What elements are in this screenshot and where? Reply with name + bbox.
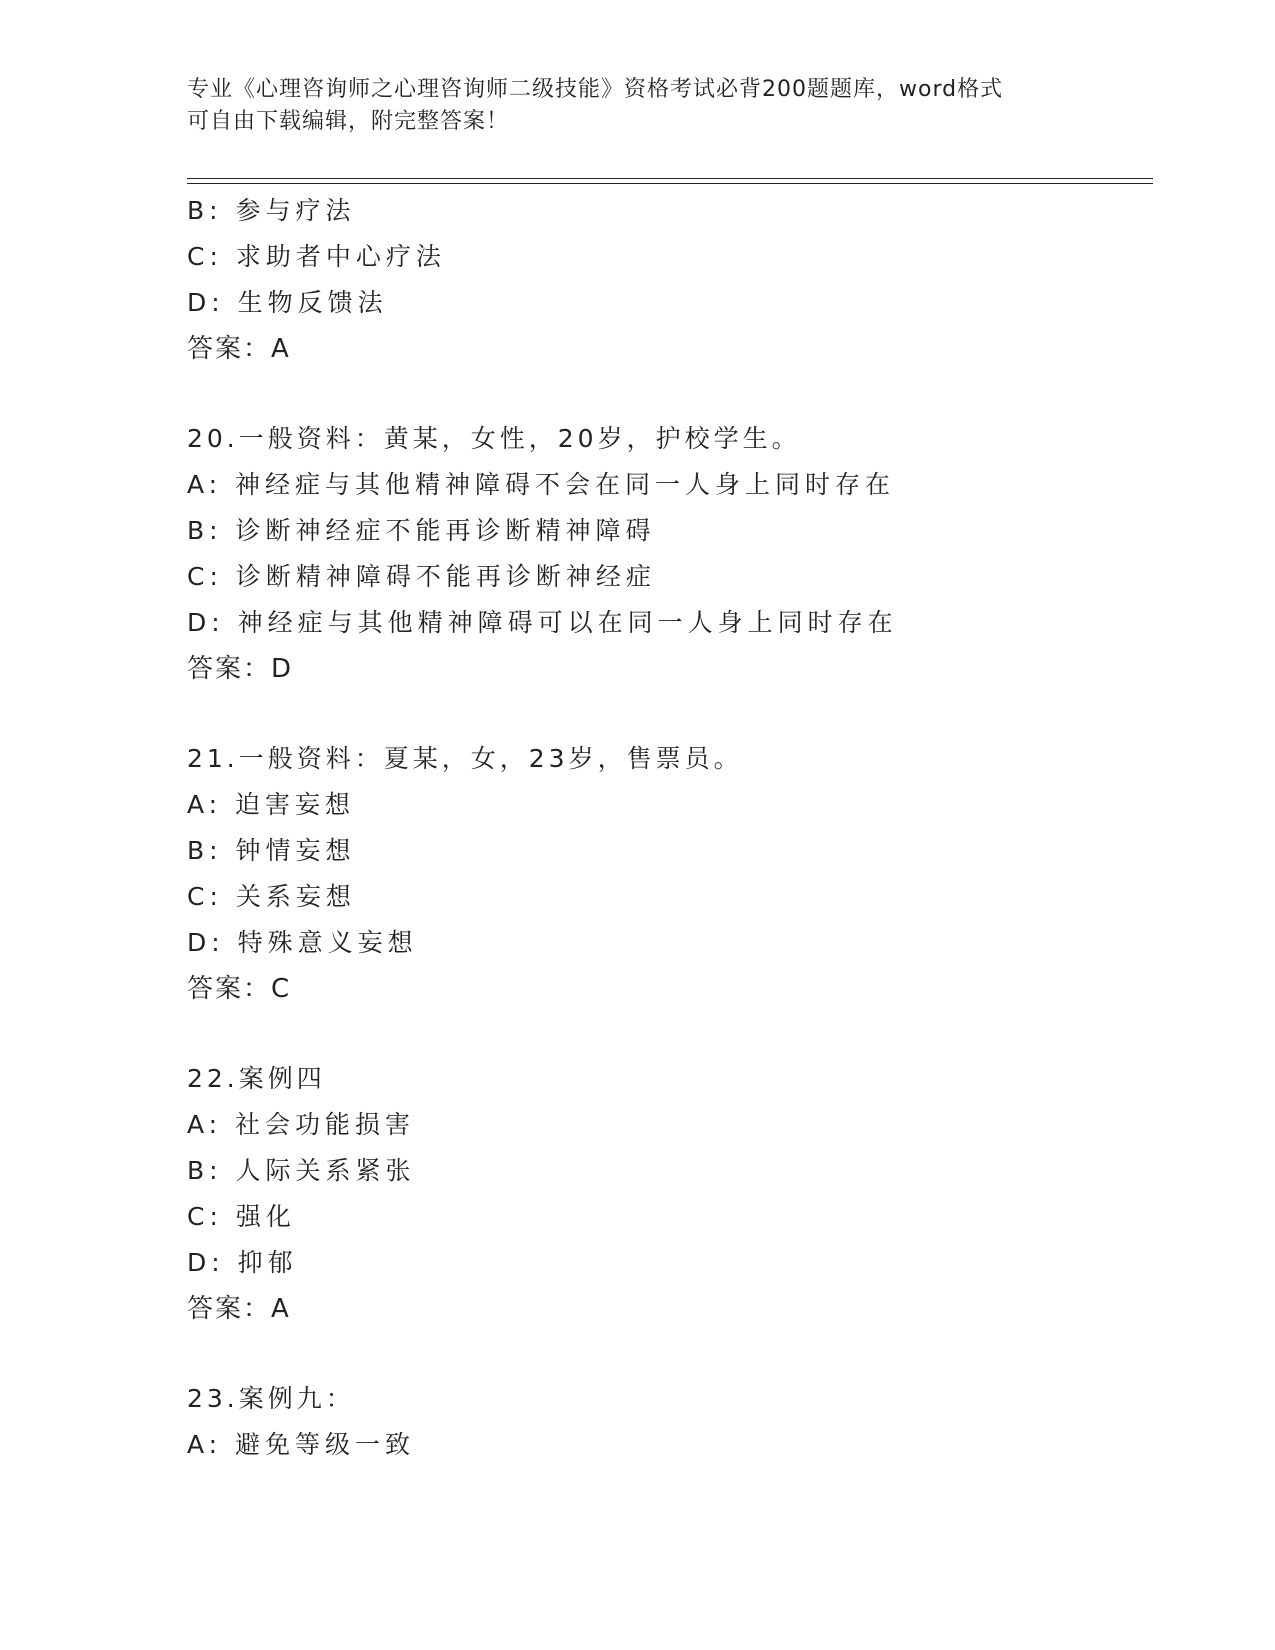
question-block-21 (187, 736, 1147, 1012)
option-a: A: 神经症与其他精神障碍不会在同一人身上同时存在 (187, 470, 896, 499)
answer: 答案：D (187, 654, 294, 684)
question-block-20 (187, 416, 1147, 692)
option-b: B: 参与疗法 (187, 196, 356, 225)
answer: 答案：A (187, 334, 291, 364)
option-a: A: 社会功能损害 (187, 1110, 416, 1139)
option-b: B: 诊断神经症不能再诊断精神障碍 (187, 516, 656, 545)
option-d: D: 特殊意义妄想 (187, 928, 418, 957)
spacer (187, 692, 1147, 736)
header-rule-bottom (187, 183, 1153, 184)
answer: 答案：C (187, 974, 292, 1004)
option-b: B: 人际关系紧张 (187, 1156, 416, 1185)
option-c: C: 强化 (187, 1202, 296, 1231)
header-rule-top (187, 178, 1153, 179)
option-d: D: 抑郁 (187, 1248, 298, 1277)
header-line-2: 可自由下载编辑，附完整答案！ (187, 109, 510, 134)
answer: 答案：A (187, 1294, 291, 1324)
option-d: D: 生物反馈法 (187, 288, 388, 317)
question-block-23 (187, 1376, 1147, 1468)
option-a: A: 迫害妄想 (187, 790, 356, 819)
question-stem: 20.一般资料：黄某，女性，20岁，护校学生。 (187, 424, 801, 453)
document-body (187, 188, 1147, 1468)
spacer (187, 1332, 1147, 1376)
question-stem: 23.案例九： (187, 1384, 355, 1413)
option-d: D: 神经症与其他精神障碍可以在同一人身上同时存在 (187, 608, 898, 637)
question-block-22 (187, 1056, 1147, 1332)
question-block-prev (187, 188, 1147, 372)
option-c: C: 诊断精神障碍不能再诊断神经症 (187, 562, 656, 591)
question-stem: 21.一般资料：夏某，女，23岁，售票员。 (187, 744, 743, 773)
document-header (187, 74, 1087, 138)
spacer (187, 372, 1147, 416)
header-line-1: 专业《心理咨询师之心理咨询师二级技能》资格考试必背200题题库，word格式 (187, 77, 1004, 102)
option-b: B: 钟情妄想 (187, 836, 356, 865)
question-stem: 22.案例四 (187, 1064, 326, 1093)
option-c: C: 关系妄想 (187, 882, 356, 911)
spacer (187, 1012, 1147, 1056)
option-c: C: 求助者中心疗法 (187, 242, 446, 271)
option-a: A: 避免等级一致 (187, 1430, 416, 1459)
